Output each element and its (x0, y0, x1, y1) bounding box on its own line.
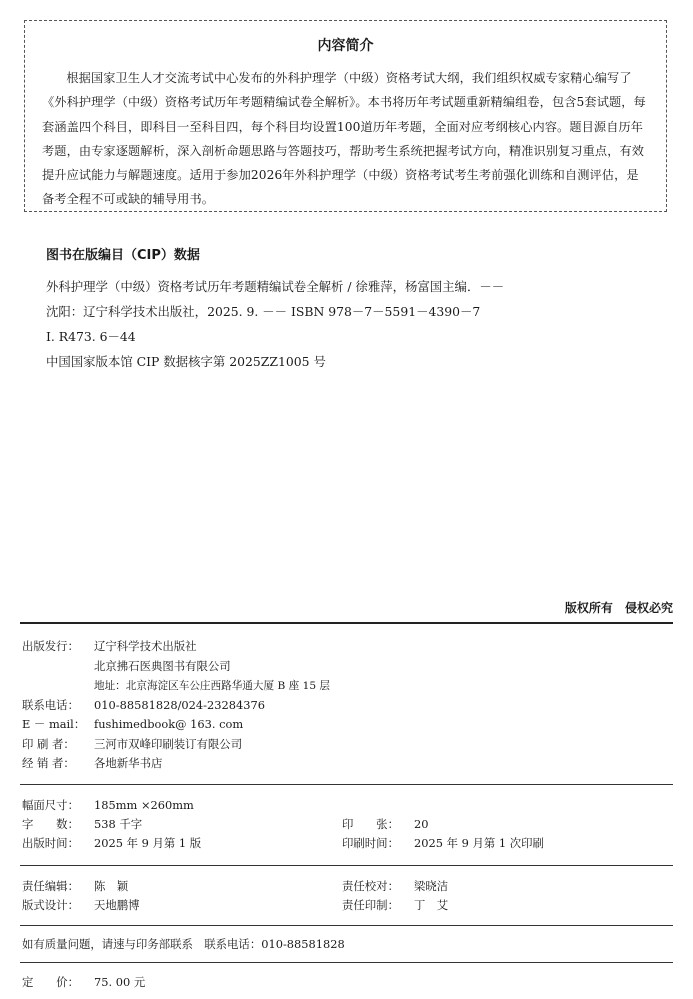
copyright-notice: 版权所有 侵权必究 (564, 601, 673, 615)
divider (20, 784, 673, 785)
size-label: 幅面尺寸： (22, 798, 79, 812)
print-supervisor-label: 责任印制： (342, 898, 399, 912)
print-supervisor-row (342, 897, 448, 913)
proof-value: 梁晓洁 (414, 879, 449, 893)
printdate-row (342, 835, 544, 851)
design-label: 版式设计： (22, 898, 79, 912)
size-value: 185mm ×260mm (94, 798, 194, 812)
printer-value: 三河市双峰印刷装订有限公司 (94, 737, 243, 751)
cip-line-1: 外科护理学（中级）资格考试历年考题精编试卷全解析 / 徐雅萍，杨富国主编．－－ (46, 279, 505, 294)
publisher-value-2: 北京拂石医典图书有限公司 (94, 659, 231, 673)
price-value: 75. 00 元 (94, 975, 146, 989)
abstract-text: 根据国家卫生人才交流考试中心发布的外科护理学（中级）资格考试大纲，我们组织权威专家精心编写了《外科护理学（中级）资格考试历年考题精编试卷全解析》。本书将历年考试题重新精编组卷，包含5套试题，每套涵盖四个科目，即科目一至科目四，每个科目均设置100道历年考题，全面对应考纲核心内容。题目源自历年考题，由专家逐题解析，深入剖析命题思路与答题技巧，帮助考生系统把握考试方向，精准识别复习重点，有效提升应试能力与解题速度。适用于参加2026年外科护理学（中级）资格考试考生考前强化训练和自测评估，是备考全程不可或缺的辅导用书。 (42, 71, 646, 207)
editor-row (22, 878, 128, 894)
printer-label: 印 刷 者： (22, 737, 75, 751)
pubdate-value: 2025 年 9 月第 1 版 (94, 836, 202, 850)
cip-record (46, 274, 671, 374)
cip-heading: 图书在版编目（CIP）数据 (46, 248, 200, 263)
abstract-body (42, 66, 650, 212)
quality-notice: 如有质量问题，请速与印务部联系 联系电话：010-88581828 (22, 937, 345, 951)
email-row (22, 716, 243, 732)
address-row (94, 678, 330, 693)
abstract-title: 内容简介 (317, 38, 374, 54)
publisher-value: 辽宁科学技术出版社 (94, 639, 197, 653)
abstract-box (24, 20, 667, 212)
proof-label: 责任校对： (342, 879, 399, 893)
distributor-value: 各地新华书店 (94, 756, 163, 770)
email-label: E － mail： (22, 717, 86, 731)
size-row (22, 797, 194, 813)
sheets-row (342, 816, 429, 832)
design-value: 天地鹏博 (94, 898, 140, 912)
words-value: 538 千字 (94, 817, 143, 831)
phone-value: 010-88581828/024-23284376 (94, 698, 265, 712)
cip-line-4: 中国国家版本馆 CIP 数据核字第 2025ZZ1005 号 (46, 354, 326, 369)
printdate-value: 2025 年 9 月第 1 次印刷 (414, 836, 544, 850)
address-label: 地址： (94, 680, 126, 692)
sheets-label: 印 张： (342, 817, 399, 831)
editor-value: 陈 颖 (94, 879, 129, 893)
editor-label: 责任编辑： (22, 879, 79, 893)
print-supervisor-value: 丁 艾 (414, 898, 449, 912)
price-row (22, 974, 145, 990)
printer-row (22, 736, 242, 752)
email-value: fushimedbook@ 163. com (94, 717, 244, 731)
divider (20, 962, 673, 963)
words-row (22, 816, 142, 832)
pubdate-row (22, 835, 201, 851)
proof-row (342, 878, 448, 894)
words-label: 字 数： (22, 817, 79, 831)
phone-row (22, 697, 265, 713)
distributor-label: 经 销 者： (22, 756, 75, 770)
divider (20, 865, 673, 866)
cip-line-3: Ⅰ. R473. 6－44 (46, 329, 136, 344)
cip-line-2: 沈阳：辽宁科学技术出版社，2025. 9. －－ ISBN 978－7－5591－4390－7 (46, 304, 481, 319)
divider (20, 622, 673, 624)
sheets-value: 20 (414, 817, 429, 831)
publisher-label: 出版发行： (22, 639, 79, 653)
publisher-row (22, 638, 197, 654)
phone-label: 联系电话： (22, 698, 79, 712)
pubdate-label: 出版时间： (22, 836, 79, 850)
distributor-row (22, 755, 162, 771)
address-value: 北京海淀区车公庄西路华通大厦 B 座 15 层 (125, 680, 331, 692)
divider (20, 925, 673, 926)
price-label: 定 价： (22, 975, 79, 989)
printdate-label: 印刷时间： (342, 836, 399, 850)
design-row (22, 897, 140, 913)
